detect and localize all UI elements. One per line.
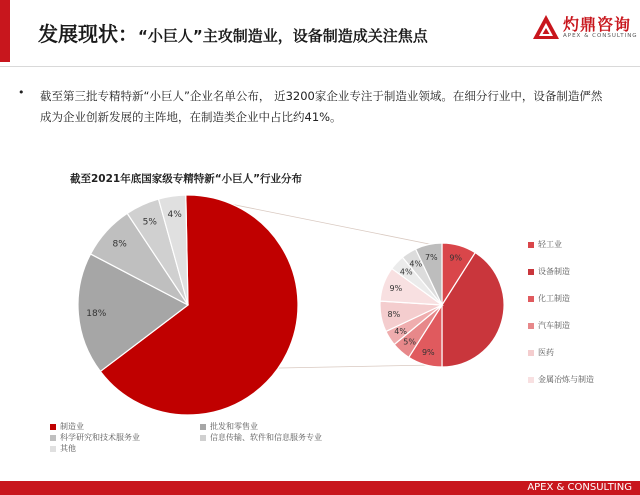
legend-label: 轻工业: [538, 240, 562, 249]
slice-data-label-0: 9%: [449, 253, 463, 263]
logo-name-en: APEX & CONSULTING: [563, 33, 638, 39]
legend-swatch: [528, 350, 534, 356]
title-accent-bar: [0, 0, 10, 62]
slice-data-label-7: 4%: [399, 267, 413, 277]
legend-swatch: [528, 323, 534, 329]
logo-name-cn: 灼鼎咨询: [563, 15, 632, 34]
page-title-sub: “小巨人”主攻制造业，设备制造成关注焦点: [138, 27, 428, 45]
slice-data-label-3: 5%: [403, 337, 416, 347]
legend-item-main-4: [50, 443, 76, 454]
slice-data-label-4: 4%: [394, 327, 407, 337]
legend-label: 医药: [538, 348, 554, 357]
legend-item-sub-1: [528, 266, 570, 277]
legend-swatch: [50, 435, 56, 441]
legend-swatch: [528, 296, 534, 302]
legend-label: 科学研究和技术服务业: [60, 433, 140, 442]
legend-item-sub-2: [528, 293, 570, 304]
brand-logo: [532, 12, 638, 44]
slice-data-label-8: 4%: [409, 259, 423, 269]
legend-item-sub-0: [528, 239, 562, 250]
legend-item-sub-5: [528, 374, 594, 385]
footer-brand-text: APEX & CONSULTING: [527, 482, 632, 493]
legend-label: 设备制造: [538, 267, 570, 276]
legend-item-sub-4: [528, 347, 554, 358]
legend-label: 金属冶炼与制造: [538, 375, 594, 384]
legend-label: 汽车制造: [538, 321, 570, 330]
legend-item-sub-3: [528, 320, 570, 331]
legend-label: 化工制造: [538, 294, 570, 303]
slice-data-label-4: 4%: [167, 210, 182, 221]
legend-label: 其他: [60, 444, 76, 453]
slice-data-label-6: 9%: [389, 284, 403, 294]
legend-swatch: [200, 435, 206, 441]
bullet-text: 截至第三批专精特新“小巨人”企业名单公布， 近3200家企业专注于制造业领域。在细分行业中，设备制造俨然成为企业创新发展的主阵地，在制造类企业中占比约41%。: [40, 89, 603, 124]
legend-swatch: [200, 424, 206, 430]
slice-data-label-1: 18%: [86, 308, 107, 319]
legend-swatch: [50, 424, 56, 430]
bullet-marker: •: [18, 86, 25, 99]
legend-label: 批发和零售业: [210, 422, 258, 431]
header-divider: [0, 66, 640, 67]
page-title: [38, 18, 428, 47]
slice-data-label-5: 8%: [387, 309, 401, 319]
page-title-main: 发展现状：: [38, 22, 138, 46]
legend-item-main-0: [50, 421, 84, 432]
legend-swatch: [50, 446, 56, 452]
triangle-logo-icon: [532, 14, 560, 40]
slice-data-label-2: 9%: [421, 347, 435, 357]
legend-item-main-2: [50, 432, 140, 443]
legend-item-main-3: [200, 432, 322, 443]
legend-swatch: [528, 242, 534, 248]
legend-label: 制造业: [60, 422, 84, 431]
legend-swatch: [528, 377, 534, 383]
chart-title: 截至2021年底国家级专精特新“小巨人”行业分布: [70, 173, 303, 185]
slice-data-label-2: 8%: [112, 239, 127, 250]
legend-item-main-1: [200, 421, 258, 432]
legend-swatch: [528, 269, 534, 275]
legend-label: 信息传输、软件和信息服务专业: [210, 433, 322, 442]
slice-data-label-3: 5%: [142, 217, 157, 228]
slice-data-label-9: 7%: [424, 252, 438, 262]
